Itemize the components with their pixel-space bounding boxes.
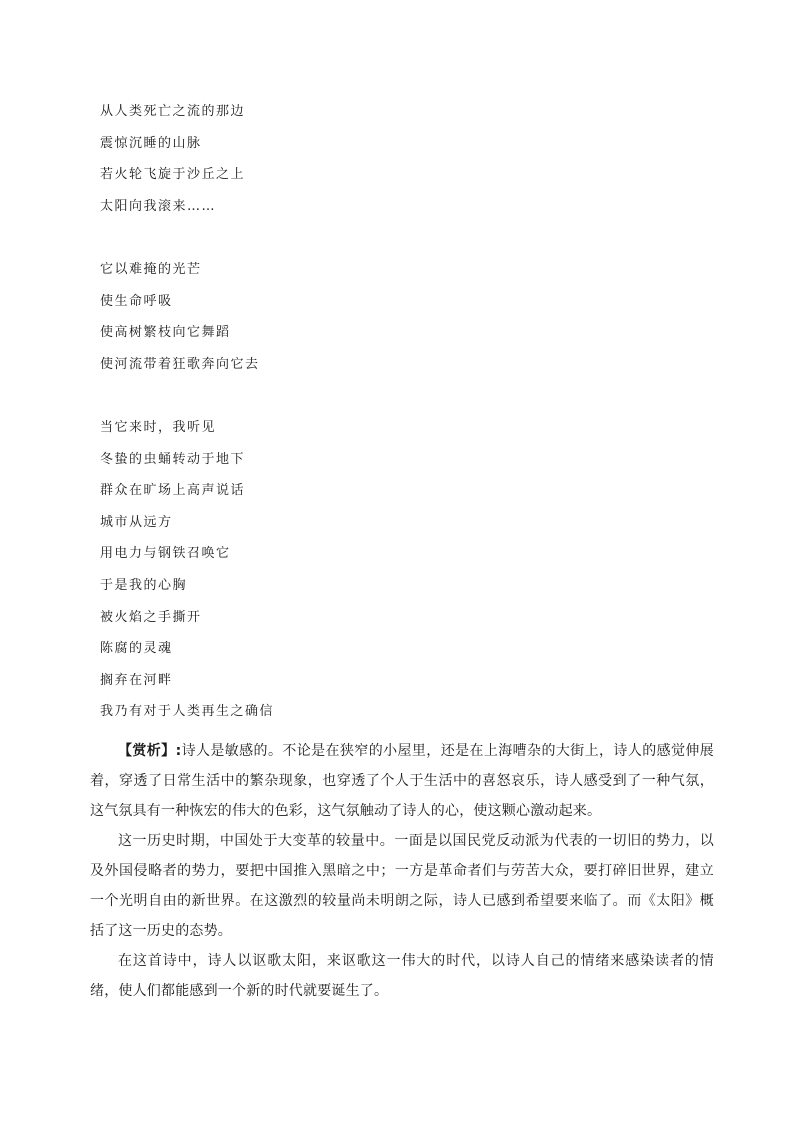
commentary-text: 在这首诗中，诗人以讴歌太阳，来讴歌这一伟大的时代，以诗人自己的情绪来感染读者的情绪，使人们都能感到一个新的时代就要诞生了。 bbox=[90, 953, 714, 999]
poem-line: 于是我的心胸 bbox=[100, 577, 188, 593]
commentary-paragraph-2 bbox=[90, 826, 714, 946]
poem-stanza-3 bbox=[100, 412, 700, 728]
poem-line: 我乃有对于人类再生之确信 bbox=[100, 704, 275, 720]
poem-stanza-2 bbox=[100, 254, 700, 380]
commentary-paragraph-3 bbox=[90, 946, 714, 1006]
commentary-paragraph-1 bbox=[90, 736, 714, 826]
poem bbox=[100, 96, 700, 728]
poem-stanza-1 bbox=[100, 96, 700, 222]
stanza-gap bbox=[100, 222, 700, 254]
poem-line: 被火焰之手撕开 bbox=[100, 609, 202, 625]
poem-line: 它以难掩的光芒 bbox=[100, 261, 202, 277]
poem-line: 冬蛰的虫蛹转动于地下 bbox=[100, 451, 246, 467]
poem-line: 群众在旷场上高声说话 bbox=[100, 483, 246, 499]
poem-line: 使高树繁枝向它舞蹈 bbox=[100, 325, 231, 341]
poem-line: 陈腐的灵魂 bbox=[100, 641, 173, 657]
poem-line: 城市从远方 bbox=[100, 514, 173, 530]
stanza-gap bbox=[100, 380, 700, 412]
poem-line: 震惊沉睡的山脉 bbox=[100, 135, 202, 151]
poem-line: 当它来时，我听见 bbox=[100, 419, 217, 435]
poem-line: 若火轮飞旋于沙丘之上 bbox=[100, 167, 246, 183]
poem-line: 使生命呼吸 bbox=[100, 293, 173, 309]
poem-line: 搁弃在河畔 bbox=[100, 672, 173, 688]
commentary-text: 这一历史时期，中国处于大变革的较量中。一面是以国民党反动派为代表的一切旧的势力，以及外国侵略者的势力，要把中国推入黑暗之中；一方是革命者们与劳苦大众，要打碎旧世界，建立一个光明自由的新世界。在这激烈的较量尚未明朗之际，诗人已感到希望要来临了。而《太阳》概括了这一历史的态势。 bbox=[90, 833, 714, 939]
commentary bbox=[90, 736, 714, 1006]
poem-line: 用电力与钢铁召唤它 bbox=[100, 546, 231, 562]
poem-line: 使河流带着狂歌奔向它去 bbox=[100, 356, 260, 372]
commentary-text: 诗人是敏感的。不论是在狭窄的小屋里，还是在上海嘈杂的大街上，诗人的感觉伸展着，穿透了日常生活中的繁杂现象，也穿透了个人于生活中的喜怒哀乐，诗人感受到了一种气氛，这气氛具有一种恢宏的伟大的色彩，这气氛触动了诗人的心，使这颗心激动起来。 bbox=[90, 743, 714, 819]
poem-line: 从人类死亡之流的那边 bbox=[100, 104, 246, 119]
commentary-label: 【赏析】: bbox=[118, 743, 182, 759]
poem-line: 太阳向我滚来…… bbox=[100, 198, 217, 214]
